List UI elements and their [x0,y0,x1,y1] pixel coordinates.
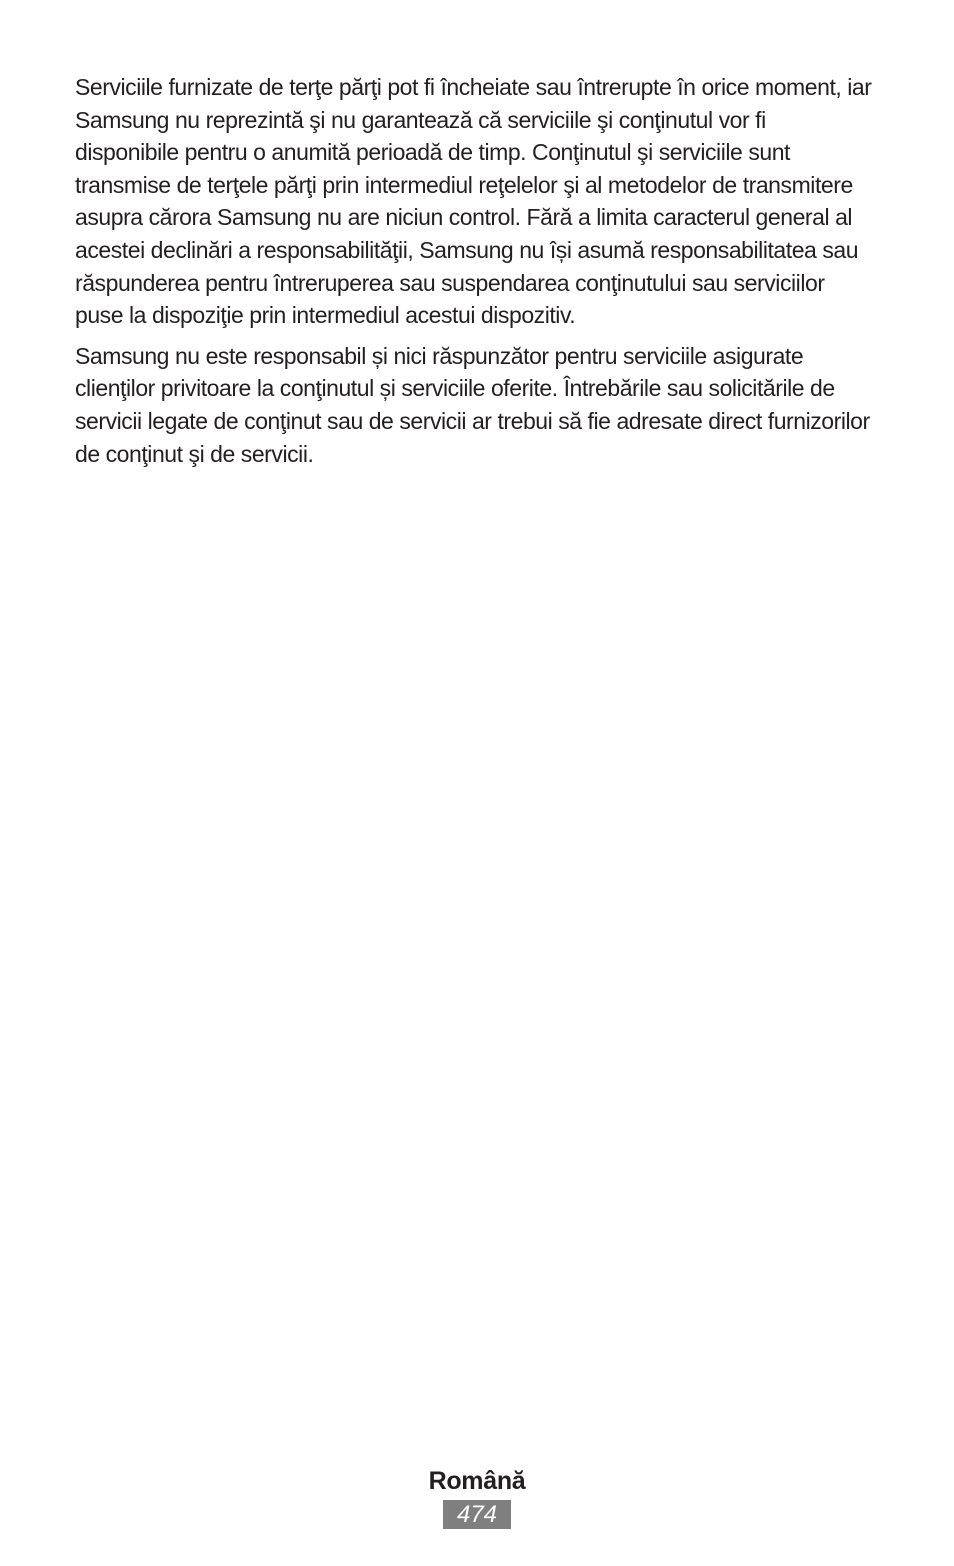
page-footer [0,1464,954,1529]
footer-language-label: Română [428,1467,526,1495]
paragraph-samsung-responsibility: Samsung nu este responsabil și nici răspunzător pentru serviciile asigurate clienţilor privitoare la conţinutul și serviciile oferite. Întrebările sau solicitările de servicii legate de conţinut sau de servicii ar trebui să fie adresate direct furnizorilor de conţinut şi de servicii. [75,342,870,467]
paragraph-third-party-services: Serviciile furnizate de terţe părţi pot fi încheiate sau întrerupte în orice moment, iar Samsung nu reprezintă şi nu garantează că serviciile şi conţinutul vor fi disponibile pentru o anumită perioadă de timp. Conţinutul şi serviciile sunt transmise de terţele părţi prin intermediul reţelelor şi al metodelor de transmitere asupra cărora Samsung nu are niciun control. Fără a limita caracterul general al acestei declinări a responsabilităţii, Samsung nu își asumă responsabilitatea sau răspunderea pentru întreruperea sau suspendarea conţinutului sau serviciilor puse la dispoziţie prin intermediul acestui dispozitiv. [75,74,872,329]
page-number-badge: 474 [443,1500,511,1529]
document-body [75,71,875,478]
